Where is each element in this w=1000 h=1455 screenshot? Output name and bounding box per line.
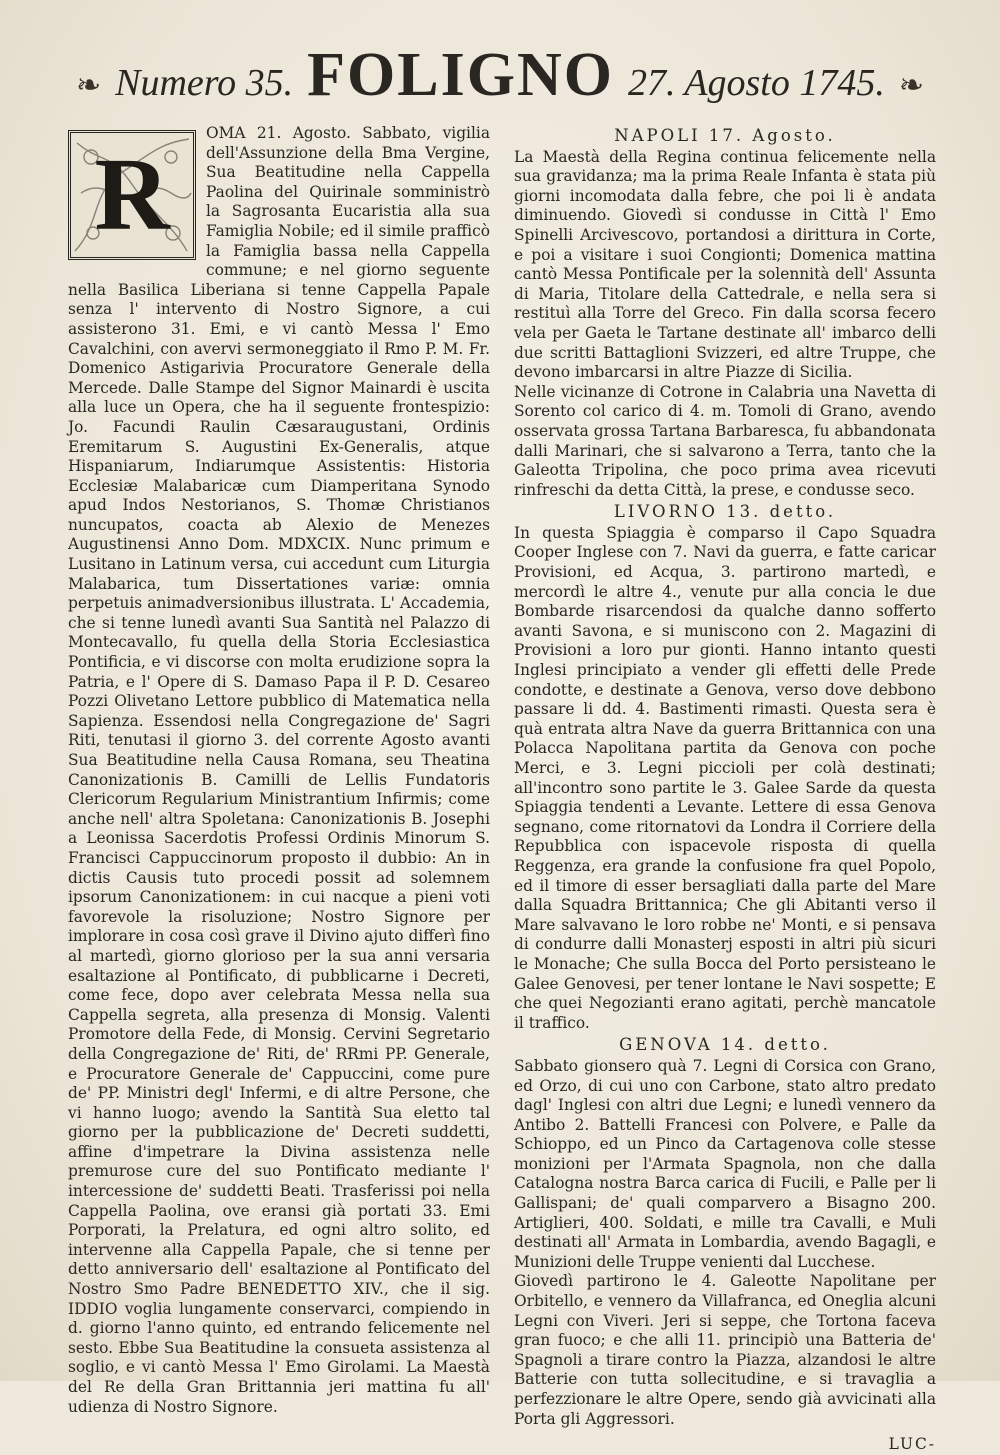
decorated-initial — [68, 130, 196, 260]
genoa-dateline: GENOVA 14. detto. — [619, 1035, 831, 1055]
fleuron-right-icon: ❧ — [898, 69, 924, 102]
naples-article-2: Nelle vicinanze di Cotrone in Calabria una Navetta di Sorento col carico di 4. m. Tomoli di Grano, avendo osservata grossa Tartana Barbaresca, fu abbandonata dalli Marinari, che si salvarono a Terra, tanto che la Galeotta Tripolina, che poco prima avea ricevuti rinfreschi da detta Città, la prese, e condusse seco. — [514, 382, 936, 499]
issue-number: Numero 35. — [115, 62, 294, 104]
naples-article: La Maestà della Regina continua felicemente nella sua gravidanza; ma la prima Reale Infanta è stata più giorni incomodata dalla febre, che poi li è andata diminuendo. Giovedì si condusse in Città l' Emo Spinelli Arcivescovo, portandosi a dirittura in Corte, e poi a visitare i suoi Congionti; Domenica mattina cantò Messa Pontificale per la solennità dell' Assunta di Maria, Titolare della Cattedrale, e nella sera si restituì alla Torre del Greco. Fin dalla scorsa fecero vela per Gaeta le Tartane destinate all' imbarco delli due scritti Battaglioni Svizzeri, ed altre Truppe, che devono imbarcarsi in altre Piazze di Sicilia. — [514, 147, 936, 382]
genoa-article: Sabbato gionsero quà 7. Legni di Corsica con Grano, ed Orzo, di cui uno con Carbone, stato altro predato dagl' Inglesi con altri due Legni; e lunedì vennero da Antibo 2. Battelli Francesi con Polvere, e Palle da Schioppo, ed un Pinco da Cartagenova colle stesse monizioni per l'Armata Spagnola, non che dalla Catalogna nostra Barca carica di Fucili, e Palle per li Gallispani; de' quali comparvero a Bisagno 200. Artiglieri, 400. Soldati, e mille tra Cavalli, e Muli destinati all' Armata in Lombardia, avendo Bagagli, e Munizioni delle Truppe venienti dal Lucchese. — [514, 1056, 936, 1271]
right-column — [514, 124, 936, 1454]
rome-article: OMA 21. Agosto. Sabbato, vigilia dell'Assunzione della Bma Vergine, Sua Beatitudine nella Cappella Paolina del Quirinale somministrò la Sagrosanta Eucaristia alla sua Famiglia Nobile; ed il simile prafficò la Famiglia bassa nella Cappella commune; e nel giorno seguente nella Basilica Liberiana si tenne Cappella Papale senza l' intervento di Nostro Signore, a cui assisterono 31. Emi, e vi cantò Messa l' Emo Cavalchini, con avervi sermoneggiato il Rmo P. M. Fr. Domenico Astigarivia Procuratore Generale della Mercede. Dalle Stampe del Signor Mainardi è uscita alla luce un Opera, che ha il seguente frontespizio: Jo. Facundi Raulin Cæsaraugustani, Ordinis Eremitarum S. Augustini Ex-Generalis, atque Hispaniarum, Indiarumque Assistentis: Historia Ecclesiæ Malabaricæ cum Diamperitana Synodo apud Indos Nestorianos, S. Thomæ Christianos nuncupatos, coacta ab Alexio de Menezes Augustinensi Anno Dom. MDXCIX. Nunc primum e Lusitano in Latinum versa, cui accedunt cum Liturgia Malabarica, tum Dissertationes variæ: omnia perpetuis animadversionibus illustrata. L' Accademia, che si tenne lunedì avanti Sua Santità nel Palazzo di Montecavallo, fu quella della Storia Ecclesiastica Pontificia, e vi discorse con molta erudizione sopra la Patria, e l' Opere di S. Damaso Papa il P. D. Cesareo Pozzi Olivetano Lettore pubblico di Matematica nella Sapienza. Essendosi nella Congregazione de' Sagri Riti, tenutasi il giorno 3. del corrente Agosto avanti Sua Beatitudine nella Causa Romana, seu Theatina Canonizationis B. Camilli de Lellis Fundatoris Clericorum Regularium Ministrantium Infirmis; come anche nell' altra Spoletana: Canonizationis B. Josephi a Leonissa Sacerdotis Professi Ordinis Minorum S. Francisci Cappuccinorum proposto il dubbio: An in dictis Causis tuto procedi possit ad solemnem ipsorum Canonizationem: in cui nacque a pieni voti favorevole la risoluzione; Nostro Signore per implorare in cosa così grave il Divino ajuto differì fino al martedì, giorno glorioso per la sua anni versaria esaltazione al Pontificato, di pubblicarne i Decreti, come fece, dopo aver celebrata Messa nella sua Cappella segreta, alla presenza di Monsig. Valenti Promotore della Fede, di Monsig. Cervini Segretario della Congregazione de' Riti, de' RRmi PP. Generale, e Procuratore Generale de' Cappuccini, come pure de' PP. Ministri degl' Infermi, e di altre Persone, che vi hanno luogo; avendo la Santità Sua eletto tal giorno per la pubblicazione de' Decreti suddetti, affine d'impetrare la Divina assistenza nelle premurose cure del suo Pontificato mediante l' intercessione de' suddetti Beati. Trasferissi poi nella Cappella Paolina, ove eransi già portati 33. Emi Porporati, la Prelatura, ed ogni altro solito, ed intervenne alla Cappella Papale, che si tenne per detto anniversario dell' esaltazione al Pontificato del Nostro Smo Padre BENEDETTO XIV., che il sig. IDDIO voglia lungamente conservarci, compiendo in d. giorno l'anno quinto, ed entrando felicemente nel sesto. Ebbe Sua Beatitudine la consueta assistenza al soglio, e vi cantò Messa l' Emo Girolami. La Maestà del Re della Gran Brittannia jeri mattina fu all' udienza di Nostro Signore. — [68, 124, 490, 1416]
newspaper-title: FOLIGNO — [307, 41, 614, 109]
fleuron-left-icon: ❧ — [75, 69, 102, 102]
livorno-article: In questa Spiaggia è comparso il Capo Squadra Cooper Inglese con 7. Navi da guerra, e fatte caricar Provisioni, ed Acqua, 3. partirono martedì, e mercordì le altre 4., venute pur alla concia le due Bombarde risarcendosi da qualche danno sofferto avanti Savona, e si muniscono con 2. Magazini di Provisioni a loro pur gionti. Hanno intanto questi Inglesi principiato a vender gli effetti delle Prede condotte, e destinate a Genova, verso dove debbono passare li dd. 4. Bastimenti rimasti. Questa sera è quà entrata altra Nave da guerra Brittannica con una Polacca Napolitana partita da Genova con poche Merci, e 3. Legni piccioli per colà destinati; all'incontro sono partite le 3. Galee Sarde da questa Spiaggia tendenti a Levante. Lettere di essa Genova segnano, come ritornatovi da Londra il Corriere della Repubblica con ispacevole risposta di quella Reggenza, era grande la confusione fra quel Popolo, ed il timore di esser bersagliati dalla parte del Mare dalla Squadra Brittannica; Che gli Abitanti verso il Mare salvavano le loro robbe ne' Monti, e si pensava di condurre dalli Monasterj esposti in altri più sicuri le Monache; Che sulla Bocca del Porto persisteano le Galee Genovesi, per tener lontane le Navi sospette; E che quei Negozianti erano agitati, perchè mancatole il traffico. — [514, 523, 936, 1032]
catchword: LUC- — [888, 1435, 936, 1454]
issue-date: 27. Agosto 1745. — [627, 62, 885, 104]
masthead — [60, 40, 940, 110]
drop-cap-letter: R — [94, 137, 170, 253]
left-column — [68, 124, 490, 1416]
text-columns — [68, 124, 936, 1454]
livorno-dateline: LIVORNO 13. detto. — [613, 502, 837, 522]
naples-dateline: NAPOLI 17. Agosto. — [614, 126, 836, 145]
genoa-article-2: Giovedì partirono le 4. Galeotte Napolitane per Orbitello, e vennero da Villafranca, ed Oneglia alcuni Legni con Viveri. Jeri si seppe, che Tortona faceva gran fuoco; e che alli 11. principiò una Batteria de' Spagnoli a tirare contro la Piazza, alzandosi le altre Batterie con tutta sollecitudine, e si travaglia a perfezzionare le altre Opere, sendo già avvicinati alla Porta gli Aggressori. — [514, 1272, 936, 1428]
